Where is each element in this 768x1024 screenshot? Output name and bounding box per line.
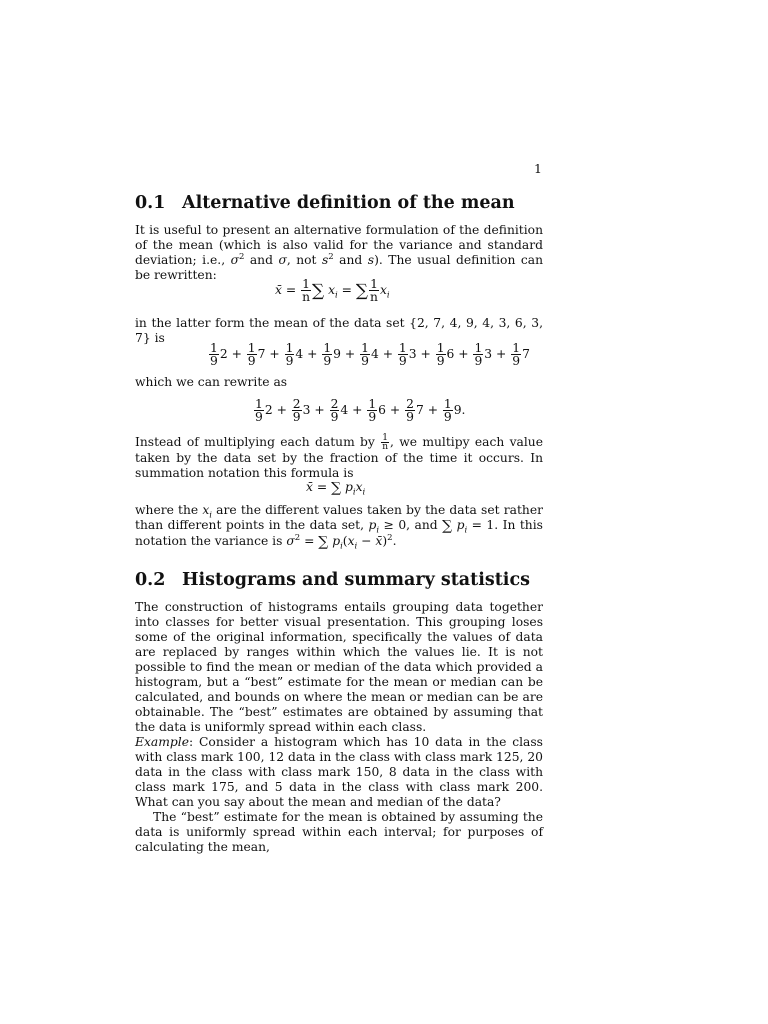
fraction-term: $\frac{1}{9}$ [285,341,294,368]
fraction-term: $\frac{1}{9}$ [474,341,483,368]
fraction-term: $\frac{1}{9}$ [323,341,332,368]
term-value: 4 [370,347,379,361]
section-title: Alternative definition of the mean [182,193,515,213]
text-rewrite-line: which we can rewrite as [135,375,288,389]
fraction-term: $\frac{1}{9}$ [210,341,218,368]
section-heading-1 [135,192,543,214]
fraction-term: $\frac{1}{9}$ [368,397,377,424]
term-value: 7 [415,403,424,417]
section-heading-2 [135,569,543,591]
best-estimate-paragraph: The “best” estimate for the mean is obtained by assuming the data is uniformly spread within each interval; for purposes of calculating the mean, [135,810,543,854]
fraction-term: $\frac{1}{9}$ [361,341,369,368]
term-value: 4 [295,347,304,361]
section-number: 0.1 [135,193,166,213]
page-number: 1 [534,161,542,176]
equation-grouped-sum: $\frac{1}{9}$ 2 + $\frac{2}{9}$ 3 + $\frac{2}{9}$ 4 + $\frac{1}{9}$ 6 + $\frac{2}{9}$ 7 + $\frac{1}{9}$ 9. [255,397,466,424]
term-value: 2 [264,403,273,417]
fraction-term: $\frac{1}{9}$ [443,397,452,424]
fraction-term: $\frac{1}{9}$ [398,341,407,368]
term-value: 3 [484,347,493,361]
term-value: 6 [446,347,455,361]
fraction-term: $\frac{1}{9}$ [436,341,445,368]
term-value: 6 [378,403,386,417]
equation-expanded-sum: $\frac{1}{9}$ 2 + $\frac{1}{9}$ 7 + $\frac{1}{9}$ 4 + $\frac{1}{9}$ 9 + $\frac{1}{9}$ 4 + $\frac{1}{9}$ 3 + $\frac{1}{9}$ 6 + $\frac{1}{9}$ 3 + $\frac{1}{9}$ 7 [210,341,530,368]
text-instead: Instead of multiplying each datum by $\frac{1}{n}$ , we multipy each value taken by the data set by the fraction of the time it occurs. In summation notation this formula is [135,433,543,480]
fraction-term: $\frac{2}{9}$ [292,397,301,424]
example-text: : Consider a histogram which has 10 data in the class with class mark 100, 12 data in the class with class mark 125, 20 data in the class with class mark 150, 8 data in the class with class mark 175, and 5 data in the class with class mark 200. What can you say about the mean and median of the data? [135,735,543,809]
term-value: 3 [408,347,417,361]
text-rewrite [135,375,543,390]
fraction-term: $\frac{1}{9}$ [255,397,263,424]
equation-mean-definition: x̄ = $\frac{1}{n}$ ∑ $x_i$ = ∑ $\frac{1}{n}$ $x_i$ [275,277,390,304]
section-number: 0.2 [135,570,166,590]
term-value: 7 [257,347,266,361]
term-value: 9 [333,347,341,361]
term-value: 2 [219,347,228,361]
text-where: where the $x_i$ are the different values taken by the data set rather than different points in the data set, $p_i \ge 0$, and ∑ $p_i = 1$. In this notation the variance is $\sigma^2$ = ∑ $p_i(x_i$ − x̄)$^2$. [135,503,543,552]
histogram-section-body [135,600,543,855]
histogram-paragraph: The construction of histograms entails grouping data together into classes for better visual presentation. This grouping loses some of the original information, specifically the values of data are replaced by ranges within which the values lie. It is not possible to find the mean or median of the data which provided a histogram, but a “best” estimate for the mean or median can be calculated, and bounds on where the mean or median can be are obtainable. The “best” estimates are obtained by assuming that the data is uniformly spread within each class. [135,600,543,734]
term-value: 3 [302,403,311,417]
term-value: 9. [453,403,466,417]
fraction-term: $\frac{1}{9}$ [247,341,256,368]
term-value: 7 [522,347,530,361]
example-paragraph [135,735,543,810]
text-latter-form: in the latter form the mean of the data set {2, 7, 4, 9, 4, 3, 6, 3, 7} is [135,316,543,345]
fraction-term: $\frac{2}{9}$ [330,397,339,424]
fraction-term: $\frac{1}{9}$ [512,341,521,368]
example-label: Example [135,735,189,749]
equation-weighted-mean: x̄ = ∑ $p_ix_i$ [306,480,366,498]
intro-paragraph: It is useful to present an alternative formulation of the definition of the mean (which is also valid for the variance and standard deviation; i.e., $\sigma^2$ and σ, not $s^2$ and s). The usual definition can be rewritten: [135,223,543,282]
term-value: 4 [340,403,349,417]
section-title: Histograms and summary statistics [182,570,530,590]
fraction-term: $\frac{2}{9}$ [406,397,414,424]
